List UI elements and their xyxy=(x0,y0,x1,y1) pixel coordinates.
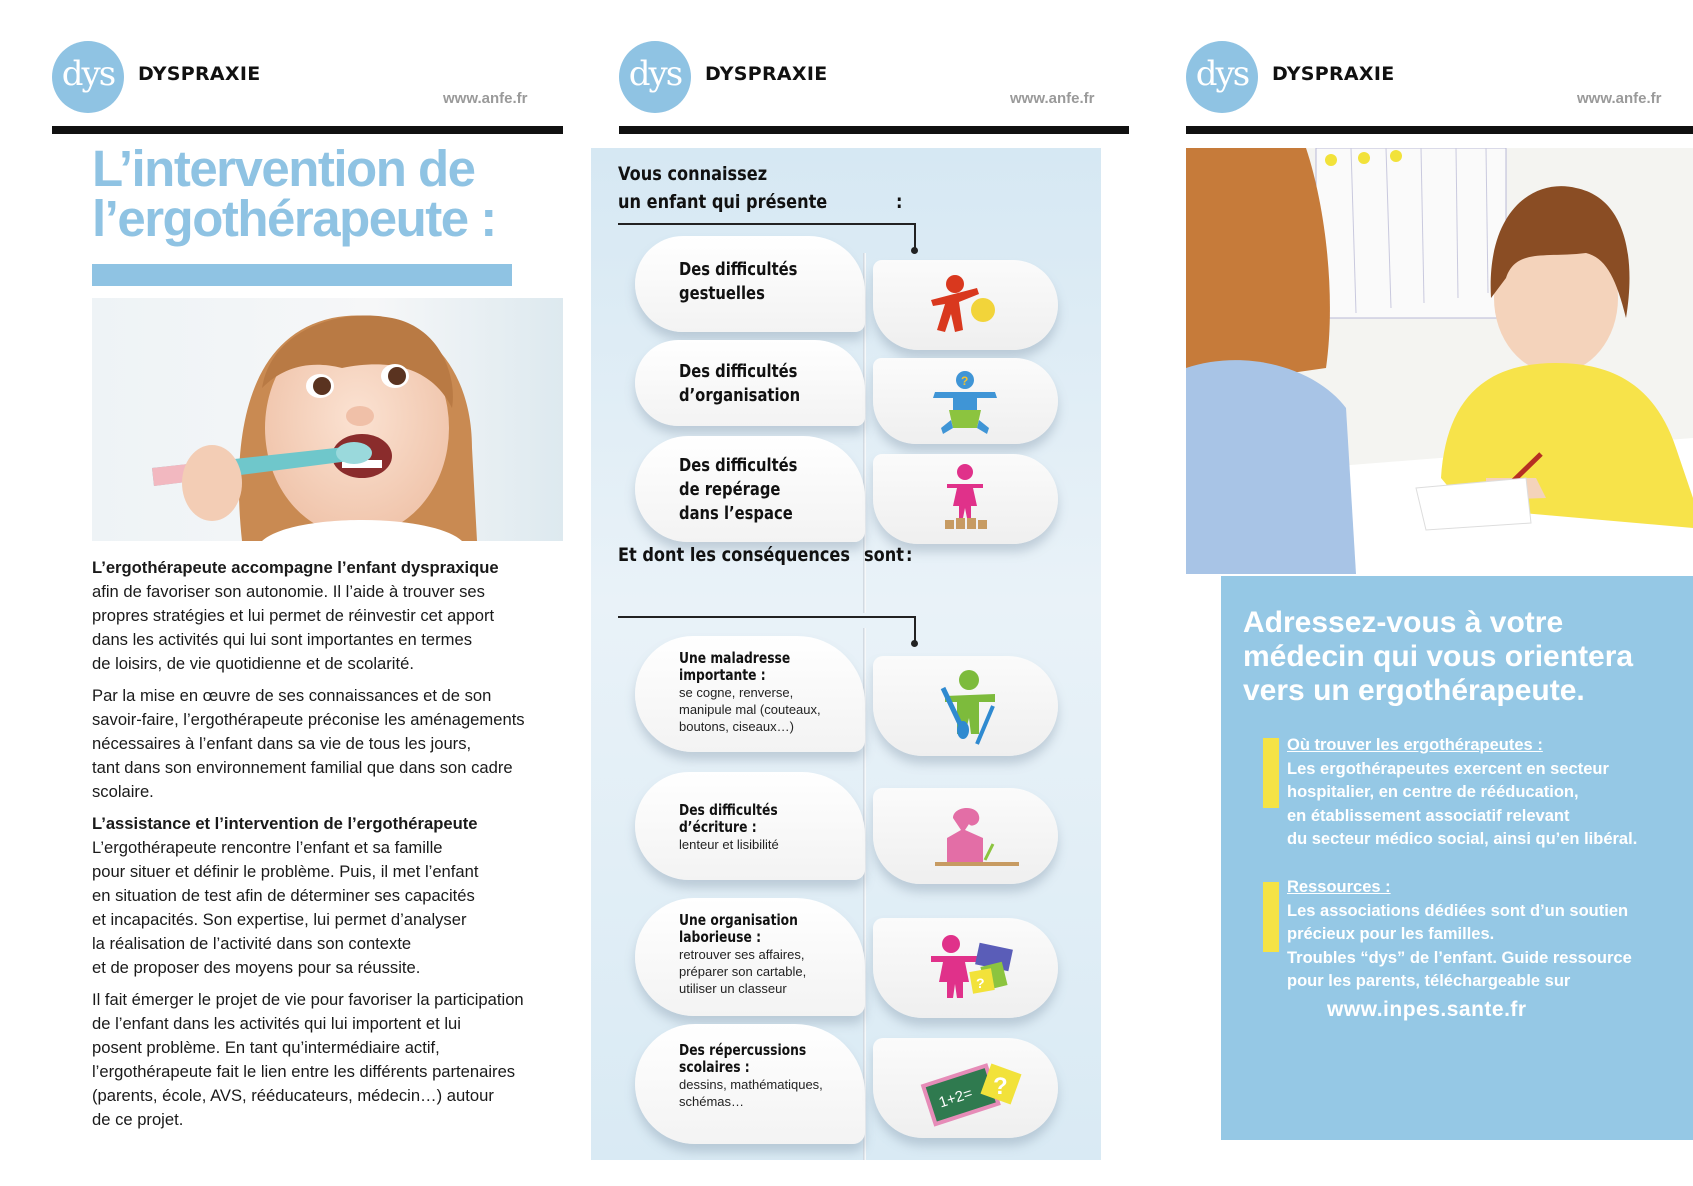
difficulty-bubble xyxy=(635,236,865,332)
difficulty-title: Des difficultés xyxy=(679,455,798,476)
dys-logo: dys xyxy=(52,41,124,113)
consequence-bubble xyxy=(635,636,865,752)
consequence-desc: dessins, mathématiques, schémas… xyxy=(679,1077,823,1109)
child-question-box-icon xyxy=(873,358,1058,444)
difficulty-title: gestuelles xyxy=(679,283,765,304)
difficulty-title: d’organisation xyxy=(679,385,801,406)
heading-colon: : xyxy=(896,191,903,213)
site-url[interactable]: www.anfe.fr xyxy=(1010,90,1095,107)
consequence-title: d’écriture : xyxy=(679,818,757,836)
intro-text xyxy=(92,556,572,1140)
brand-title: DYSPRAXIE xyxy=(1272,63,1395,85)
difficulty-title: dans l’espace xyxy=(679,503,793,524)
intro-body: afin de favoriser son autonomie. Il l’aide à trouver ses propres stratégies et lui permet de réinvestir cet apport dans les activités qui lui sont importantes en termes de loisirs, de vie quotidienne et de scolarité. xyxy=(92,582,495,673)
yellow-marker xyxy=(1263,738,1279,808)
headline-line: médecin qui vous orientera xyxy=(1243,640,1634,673)
child-kicking-ball-icon xyxy=(873,260,1058,350)
consequence-title: Une organisation xyxy=(679,911,798,929)
heading-sont: sont xyxy=(864,544,904,566)
consequence-title: laborieuse : xyxy=(679,928,762,946)
consequence-title: Une maladresse xyxy=(679,649,791,667)
consequence-desc: se cogne, renverse, manipule mal (couteaux, boutons, ciseaux…) xyxy=(679,685,821,734)
referral-box xyxy=(1221,576,1693,1140)
photo-girl-brushing-teeth xyxy=(92,298,563,541)
connector-dot xyxy=(911,640,918,647)
question-mark: ? xyxy=(993,1073,1008,1100)
page-title xyxy=(92,140,496,247)
blackboard-math-icon xyxy=(873,1038,1058,1138)
headline-line: Adressez-vous à votre xyxy=(1243,606,1564,639)
header-rule xyxy=(1186,126,1693,134)
title-line: l’ergothérapeute : xyxy=(92,190,496,247)
difficulty-bubble xyxy=(635,340,865,426)
dys-logo: dys xyxy=(619,41,691,113)
girl-schoolbag-icon xyxy=(873,918,1058,1018)
referral-headline xyxy=(1243,606,1633,708)
where-text: Les ergothérapeutes exercent en secteur hospitalier, en centre de rééducation, en établissement associatif relevant du secteur médico social, ainsi qu’en libéral. xyxy=(1287,759,1638,848)
girl-schoolbag-icon xyxy=(873,918,1058,1018)
consequence-title: Des difficultés xyxy=(679,801,778,819)
consequence-title: Des répercussions xyxy=(679,1041,807,1059)
question-mark: ? xyxy=(976,975,985,991)
assistance-paragraph xyxy=(92,812,572,980)
site-url[interactable]: www.anfe.fr xyxy=(443,90,528,107)
consequence-bubble xyxy=(635,1024,865,1144)
headline-line: vers un ergothérapeute. xyxy=(1243,674,1585,707)
child-writing-desk-icon xyxy=(873,788,1058,884)
difficulty-title: Des difficultés xyxy=(679,259,798,280)
difficulty-title: de repérage xyxy=(679,479,781,500)
resources-section xyxy=(1287,876,1632,994)
dys-logo: dys xyxy=(1186,41,1258,113)
title-underline-bar xyxy=(92,264,512,286)
infographic-panel xyxy=(591,148,1101,1160)
connector-dot xyxy=(911,247,918,254)
resources-text: Les associations dédiées sont d’un soutien précieux pour les familles. Troubles “dys” de l’enfant. Guide ressource pour les parents, téléchargeable sur xyxy=(1287,901,1632,990)
child-cutlery-icon xyxy=(873,656,1058,756)
brand-title: DYSPRAXIE xyxy=(138,63,261,85)
child-kicking-ball-icon xyxy=(873,260,1058,350)
heading-line: un enfant qui présente xyxy=(618,191,828,213)
title-line: L’intervention de xyxy=(92,140,475,197)
paragraph-projet: Il fait émerger le projet de vie pour favoriser la participation de l’enfant dans les activités qui lui importent et lui posent problème. En tant qu’intermédiaire actif, l’ergothérapeute fait le lien entre les différents partenaires (parents, école, AVS, rééducateurs, médecin…) autour de ce projet. xyxy=(92,990,524,1129)
consequence-desc: retrouver ses affaires, préparer son cartable, utiliser un classeur xyxy=(679,947,807,996)
brand-title: DYSPRAXIE xyxy=(705,63,828,85)
header-rule xyxy=(619,126,1129,134)
photo-illustration xyxy=(92,298,563,541)
where-title: Où trouver les ergothérapeutes : xyxy=(1287,736,1543,754)
consequence-bubble xyxy=(635,898,865,1016)
site-url[interactable]: www.anfe.fr xyxy=(1577,90,1662,107)
where-section xyxy=(1287,734,1637,852)
infographic-heading-1 xyxy=(618,160,827,216)
girl-on-blocks-icon xyxy=(873,454,1058,544)
question-mark: ? xyxy=(961,374,969,388)
heading-line: Vous connaissez xyxy=(618,163,768,185)
child-cutlery-icon xyxy=(873,656,1058,756)
photo-boy-drawing xyxy=(1186,148,1693,574)
consequence-title: importante : xyxy=(679,666,766,684)
difficulty-bubble xyxy=(635,436,865,542)
intro-paragraph xyxy=(92,556,572,676)
header-rule xyxy=(52,126,563,134)
intro-lead: L’ergothérapeute accompagne l’enfant dyspraxique xyxy=(92,558,499,577)
consequence-desc: lenteur et lisibilité xyxy=(679,837,779,852)
photo-illustration xyxy=(1186,148,1693,574)
yellow-marker xyxy=(1263,882,1279,952)
difficulty-title: Des difficultés xyxy=(679,361,798,382)
girl-on-blocks-icon xyxy=(873,454,1058,544)
blackboard-math-icon xyxy=(873,1038,1058,1138)
paragraph-amenagements: Par la mise en œuvre de ses connaissances et de son savoir-faire, l’ergothérapeute préconise les aménagements nécessaires à l’enfant dans sa vie de tous les jours, tant dans son environnement familial que dans son cadre scolaire. xyxy=(92,686,525,801)
infographic-heading-2: Et dont les conséquences xyxy=(618,544,850,566)
assistance-body: L’ergothérapeute rencontre l’enfant et sa famille pour situer et définir le problème. Puis, il met l’enfant en situation de test afin de déterminer ses capacités et incapacités. Son expertise, lui permet d’analyser la réalisation de l’activité dans son contexte et de proposer des moyens pour sa réussite. xyxy=(92,838,479,977)
child-writing-desk-icon xyxy=(873,788,1058,884)
inpes-link[interactable]: www.inpes.sante.fr xyxy=(1327,998,1527,1021)
blackboard-text: 1+2= xyxy=(936,1084,975,1112)
heading-colon: : xyxy=(906,544,913,566)
resources-title: Ressources : xyxy=(1287,878,1391,896)
consequence-title: scolaires : xyxy=(679,1058,750,1076)
consequence-bubble xyxy=(635,772,865,880)
child-question-box-icon xyxy=(873,358,1058,444)
assistance-subheading: L’assistance et l’intervention de l’ergothérapeute xyxy=(92,814,478,833)
